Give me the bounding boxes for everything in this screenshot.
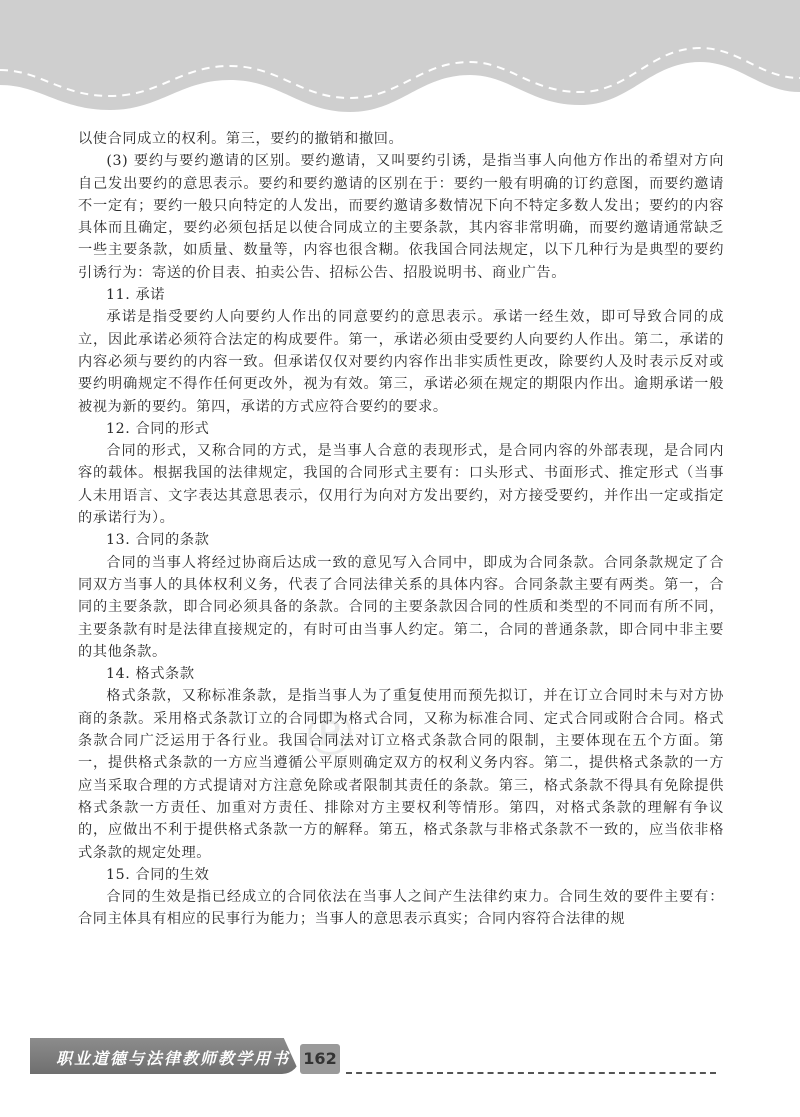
section-heading-contract-terms: 13. 合同的条款 [106,532,210,549]
document-body [78,128,724,931]
section-heading-standard-terms: 14. 格式条款 [106,666,195,683]
paragraph-contract-terms: 合同的当事人将经过协商后达成一致的意见写入合同中，即成为合同条款。合同条款规定了合同双方当事人的具体权利义务，代表了合同法律关系的具体内容。合同条款主要有两类。第一，合同的主要条款，即合同必须具备的条款。合同的主要条款因合同的性质和类型的不同而有所不同，主要条款有时是法律直接规定的，有时可由当事人约定。第二，合同的普通条款，即合同中非主要的其他条款。 [78,554,724,660]
paragraph-offer-revocation: 以使合同成立的权利。第三，要约的撤销和撤回。 [78,131,404,147]
watermark-logo: ® [300,700,360,770]
header-wave-banner [0,0,800,130]
paragraph-acceptance: 承诺是指受要约人向要约人作出的同意要约的意思表示。承诺一经生效，即可导致合同的成立，因此承诺必须符合法定的构成要件。第一，承诺必须由受要约人向要约人作出。第二，承诺的内容必须与要约的内容一致。但承诺仅仅对要约内容作出非实质性更改，除要约人及时表示反对或要约明确规定不得作任何更改外，视为有效。第三，承诺必须在规定的期限内作出。逾期承诺一般被视为新的要约。第四，承诺的方式应符合要约的要求。 [78,309,724,415]
footer-dashed-rule [346,1072,716,1074]
page-number: 162 [303,1049,337,1068]
paragraph-offer-vs-invitation: (3) 要约与要约邀请的区别。要约邀请，又叫要约引诱，是指当事人向他方作出的希望对方向自己发出要约的意思表示。要约和要约邀请的区别在于：要约一般有明确的订约意图，而要约邀请不一定有；要约一般只向特定的人发出，而要约邀请多数情况下向不特定多数人发出；要约的内容具体而且确定，要约必须包括足以使合同成立的主要条款，其内容非常明确，而要约邀请通常缺乏一些主要条款，如质量、数量等，内容也很含糊。依我国合同法规定，以下几种行为是典型的要约引诱行为：寄送的价目表、拍卖公告、招标公告、招股说明书、商业广告。 [78,153,724,281]
section-heading-contract-effect: 15. 合同的生效 [106,866,210,883]
page-number-box [300,1044,340,1074]
footer-book-title: 职业道德与法律教师教学用书 [56,1049,291,1068]
section-heading-contract-form: 12. 合同的形式 [106,420,210,437]
paragraph-standard-terms: 格式条款，又称标准条款，是指当事人为了重复使用而预先拟订，并在订立合同时未与对方协商的条款。采用格式条款订立的合同即为格式合同，又称为标准合同、定式合同或附合合同。格式条款合同广泛运用于各行业。我国合同法对订立格式条款合同的限制，主要体现在五个方面。第一，提供格式条款的一方应当遵循公平原则确定双方的权利义务内容。第二，提供格式条款的一方应当采取合理的方式提请对方注意免除或者限制其责任的条款。第三，格式条款不得具有免除提供格式条款一方责任、加重对方责任、排除对方主要权利等情形。第四，对格式条款的理解有争议的，应做出不利于提供格式条款一方的解释。第五，格式条款与非格式条款不一致的，应当依非格式条款的规定处理。 [78,688,724,861]
page-footer [0,1030,800,1090]
paragraph-contract-form: 合同的形式，又称合同的方式，是当事人合意的表现形式，是合同内容的外部表现，是合同内容的载体。根据我国的法律规定，我国的合同形式主要有：口头形式、书面形式、推定形式（当事人未用语言、文字表达其意思表示，仅用行为向对方发出要约，对方接受要约，并作出一定或指定的承诺行为）。 [78,443,724,527]
section-heading-acceptance: 11. 承诺 [106,287,166,304]
paragraph-contract-effect: 合同的生效是指已经成立的合同依法在当事人之间产生法律约束力。合同生效的要件主要有：合同主体具有相应的民事行为能力；当事人的意思表示真实；合同内容符合法律的规 [78,889,724,928]
